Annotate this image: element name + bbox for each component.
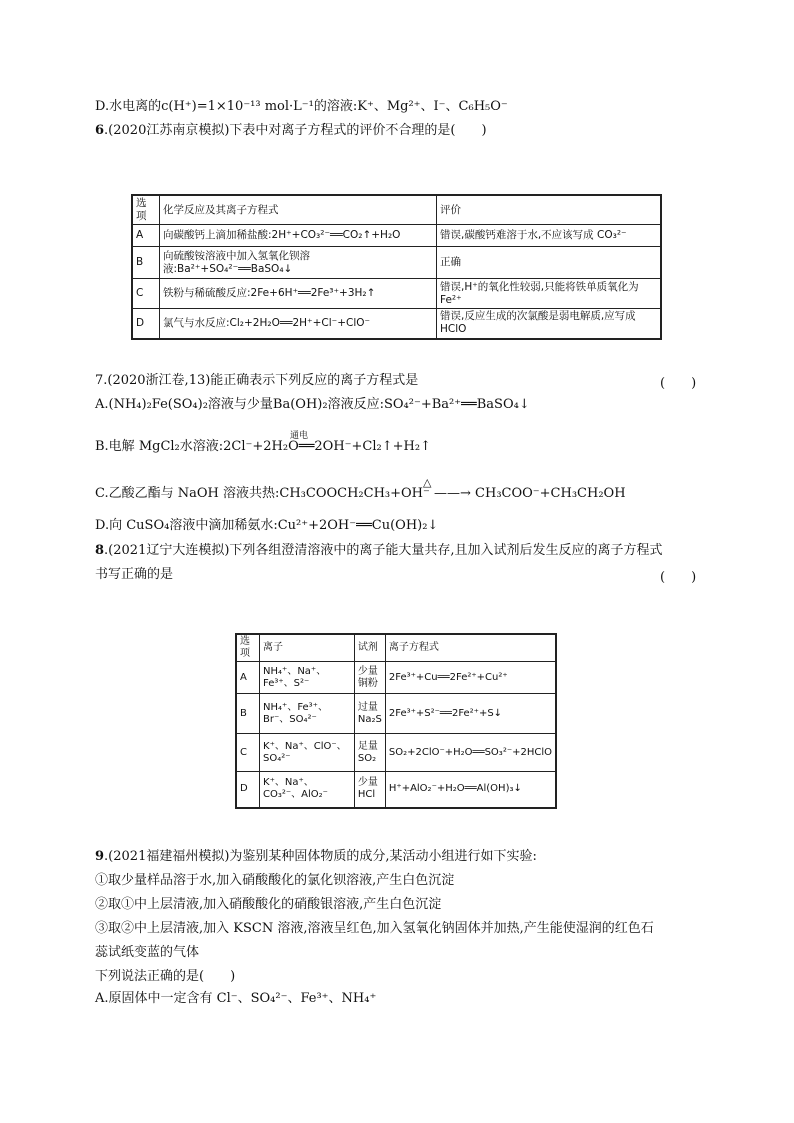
table-cell: B: [236, 694, 260, 734]
table-cell: NH₄⁺、Na⁺、Fe³⁺、S²⁻: [260, 662, 355, 694]
table-cell: 少量HCl: [354, 772, 385, 808]
q9-step-2: ②取①中上层清液,加入硝酸酸化的硝酸银溶液,产生白色沉淀: [95, 897, 442, 912]
table-header-cell: 离子: [260, 634, 355, 662]
q8-text: .(2021辽宁大连模拟)下列各组澄清溶液中的离子能大量共存,且加入试剂后发生反应的离子方程式: [104, 543, 663, 558]
q8-number: 8: [95, 543, 105, 558]
table-cell: A: [236, 662, 260, 694]
q7-option-c: C.乙酸乙酯与 NaOH 溶液共热:CH₃COOCH₂CH₃+OH⁻ ——→ CH₃COO⁻+CH₃CH₂OH: [95, 486, 626, 501]
table-row: [236, 662, 556, 694]
q7-option-b: B.电解 MgCl₂水溶液:2Cl⁻+2H₂O══2OH⁻+Cl₂↑+H₂↑: [95, 439, 431, 454]
q9-question: 下列说法正确的是( ): [95, 969, 236, 984]
table-cell: 向硫酸铵溶液中加入氢氧化钡溶液:Ba²⁺+SO₄²⁻══BaSO₄↓: [160, 247, 437, 279]
table-cell: 2Fe³⁺+S²⁻══2Fe²⁺+S↓: [385, 694, 556, 734]
table-cell: 少量铜粉: [354, 662, 385, 694]
table-cell: 正确: [437, 247, 662, 279]
q9-option-a: A.原固体中一定含有 Cl⁻、SO₄²⁻、Fe³⁺、NH₄⁺: [95, 991, 377, 1006]
table-row: [236, 694, 556, 734]
table-cell: K⁺、Na⁺、ClO⁻、SO₄²⁻: [260, 734, 355, 772]
table-cell: 错误,H⁺的氧化性较弱,只能将铁单质氧化为Fe²⁺: [437, 279, 662, 309]
table-header-cell: 化学反应及其离子方程式: [160, 195, 437, 225]
table-row: [132, 247, 661, 279]
q8-answer-paren: ( ): [660, 570, 697, 585]
q8-stem: [95, 542, 663, 560]
q9-step-3: ③取②中上层清液,加入 KSCN 溶液,溶液呈红色,加入氢氧化钠固体并加热,产生能使湿润的红色石: [95, 921, 654, 936]
table-cell: NH₄⁺、Fe³⁺、Br⁻、SO₄²⁻: [260, 694, 355, 734]
q9-step-3-cont: 蕊试纸变蓝的气体: [95, 945, 200, 960]
q6-stem: [95, 122, 487, 140]
q8-stem-line2: 书写正确的是: [95, 567, 174, 582]
q7c-condition: △: [423, 476, 432, 489]
table-cell: H⁺+AlO₂⁻+H₂O══Al(OH)₃↓: [385, 772, 556, 808]
table-cell: B: [132, 247, 160, 279]
table-cell: 错误,反应生成的次氯酸是弱电解质,应写成HClO: [437, 309, 662, 339]
table-cell: 过量Na₂S: [354, 694, 385, 734]
q6-text: .(2020江苏南京模拟)下表中对离子方程式的评价不合理的是( ): [104, 123, 487, 138]
table-cell: C: [236, 734, 260, 772]
table-cell: C: [132, 279, 160, 309]
table-cell: SO₂+2ClO⁻+H₂O══SO₃²⁻+2HClO: [385, 734, 556, 772]
table-header-cell: 选项: [236, 634, 260, 662]
table-header-cell: 评价: [437, 195, 662, 225]
q6-number: 6: [95, 123, 105, 138]
table-row: [236, 772, 556, 808]
table-header-row: [132, 195, 661, 225]
table-header-cell: 离子方程式: [385, 634, 556, 662]
table-cell: 向碳酸钙上滴加稀盐酸:2H⁺+CO₃²⁻══CO₂↑+H₂O: [160, 225, 437, 247]
table-header-row: [236, 634, 556, 662]
table-cell: K⁺、Na⁺、CO₃²⁻、AlO₂⁻: [260, 772, 355, 808]
table-cell: A: [132, 225, 160, 247]
q7-option-a: A.(NH₄)₂Fe(SO₄)₂溶液与少量Ba(OH)₂溶液反应:SO₄²⁻+Ba²⁺══BaSO₄↓: [95, 397, 530, 412]
q7-option-d: D.向 CuSO₄溶液中滴加稀氨水:Cu²⁺+2OH⁻══Cu(OH)₂↓: [95, 518, 439, 533]
q9-stem: [95, 848, 537, 866]
q6-table: [131, 194, 662, 340]
q5-option-d: D.水电离的c(H⁺)=1×10⁻¹³ mol·L⁻¹的溶液:K⁺、Mg²⁺、I⁻、C₆H₅O⁻: [95, 99, 508, 114]
table-cell: 氯气与水反应:Cl₂+2H₂O══2H⁺+Cl⁻+ClO⁻: [160, 309, 437, 339]
table-row: [132, 279, 661, 309]
table-cell: 错误,碳酸钙难溶于水,不应该写成 CO₃²⁻: [437, 225, 662, 247]
table-row: [132, 309, 661, 339]
table-cell: D: [132, 309, 160, 339]
table-header-cell: 试剂: [354, 634, 385, 662]
q9-number: 9: [95, 849, 105, 864]
q9-step-1: ①取少量样品溶于水,加入硝酸酸化的氯化钡溶液,产生白色沉淀: [95, 873, 455, 888]
q7-stem: 7.(2020浙江卷,13)能正确表示下列反应的离子方程式是: [95, 373, 419, 388]
table-row: [236, 734, 556, 772]
table-cell: 2Fe³⁺+Cu══2Fe²⁺+Cu²⁺: [385, 662, 556, 694]
table-cell: D: [236, 772, 260, 808]
table-header-cell: 选项: [132, 195, 160, 225]
q7b-condition: 通电: [290, 431, 309, 441]
table-row: [132, 225, 661, 247]
q9-text: .(2021福建福州模拟)为鉴别某种固体物质的成分,某活动小组进行如下实验:: [104, 849, 537, 864]
q7-answer-paren: ( ): [660, 376, 697, 391]
table-cell: 足量SO₂: [354, 734, 385, 772]
q8-table: [235, 633, 557, 809]
table-cell: 铁粉与稀硫酸反应:2Fe+6H⁺══2Fe³⁺+3H₂↑: [160, 279, 437, 309]
